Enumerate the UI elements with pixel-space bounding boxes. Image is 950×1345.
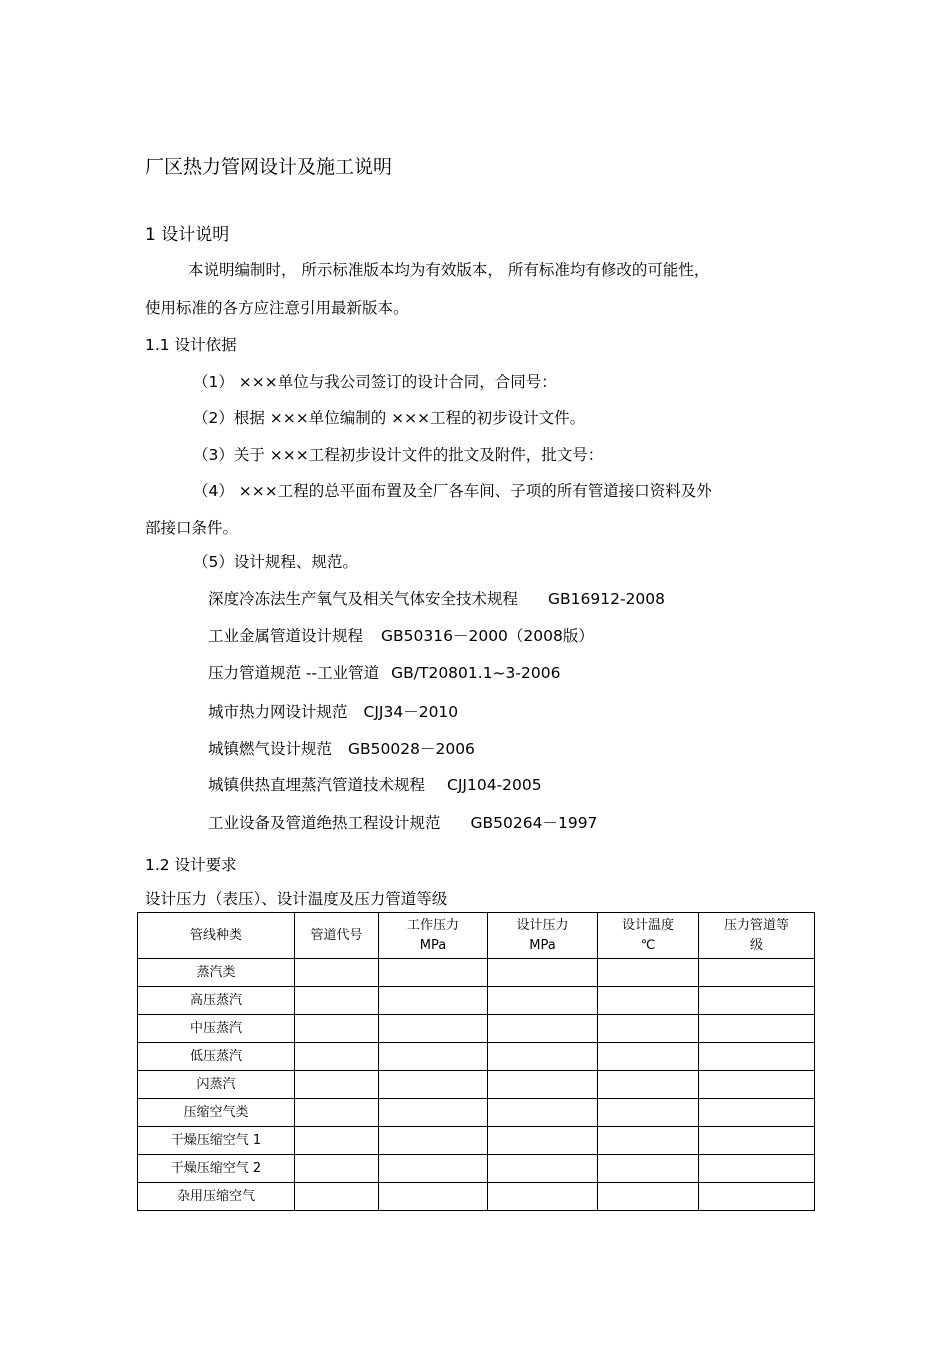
table-row: [138, 1127, 815, 1155]
table-cell: [488, 987, 598, 1015]
table-row: [138, 1015, 815, 1043]
table-row: [138, 959, 815, 987]
header-pipeline-type: 管线种类: [138, 913, 295, 959]
standard-name: 城镇燃气设计规范: [208, 740, 333, 758]
table-cell: [379, 1155, 488, 1183]
standard-name: 深度冷冻法生产氧气及相关气体安全技术规程: [208, 590, 519, 608]
standard-name: 工业设备及管道绝热工程设计规范: [208, 814, 441, 832]
table-header-row: [138, 913, 815, 959]
standard-code: GB16912-2008: [548, 590, 666, 608]
table-row: [138, 1155, 815, 1183]
table-cell: [598, 1071, 699, 1099]
table-cell: [295, 1155, 379, 1183]
table-cell: [488, 1099, 598, 1127]
table-row: [138, 987, 815, 1015]
intro-paragraph-line-2: 使用标准的各方应注意引用最新版本。: [145, 299, 409, 317]
section-1-heading: 1 设计说明: [145, 225, 230, 245]
basis-item-3: （3）关于 ×××工程初步设计文件的批文及附件，批文号：: [193, 446, 604, 464]
table-cell: [699, 1183, 815, 1211]
table-row: [138, 1071, 815, 1099]
table-cell: [379, 1099, 488, 1127]
table-row: [138, 1183, 815, 1211]
standard-name: 工业金属管道设计规程: [208, 627, 364, 645]
standard-line: [208, 700, 458, 722]
basis-item-4-continuation: 部接口条件。: [145, 519, 239, 537]
table-cell: [598, 1183, 699, 1211]
table-cell: [488, 1155, 598, 1183]
table-cell: [598, 1099, 699, 1127]
table-cell: [295, 1043, 379, 1071]
table-cell: [488, 1127, 598, 1155]
table-cell: [488, 1183, 598, 1211]
pipeline-type-cell: 中压蒸汽: [138, 1015, 295, 1043]
standard-code: GB50316－2000（2008版）: [381, 627, 594, 645]
table-cell: [598, 1127, 699, 1155]
table-cell: [295, 1015, 379, 1043]
standard-name: 压力管道规范 --工业管道: [208, 664, 380, 682]
table-cell: [699, 1155, 815, 1183]
table-cell: [295, 1099, 379, 1127]
standard-line: [208, 587, 665, 609]
intro-paragraph-line-1: 本说明编制时， 所示标准版本均为有效版本， 所有标准均有修改的可能性，: [188, 261, 710, 279]
header-design-temperature: 设计温度 ℃: [598, 913, 699, 959]
standard-name: 城市热力网设计规范: [208, 703, 348, 721]
section-1-1-heading: 1.1 设计依据: [145, 336, 237, 354]
table-cell: [699, 1099, 815, 1127]
table-cell: [295, 987, 379, 1015]
pipeline-type-cell: 压缩空气类: [138, 1099, 295, 1127]
table-cell: [598, 1043, 699, 1071]
table-cell: [699, 1043, 815, 1071]
standard-line: [208, 773, 542, 795]
table-cell: [598, 1155, 699, 1183]
table-cell: [379, 1183, 488, 1211]
document-title: 厂区热力管网设计及施工说明: [145, 156, 393, 178]
table-cell: [699, 1127, 815, 1155]
header-design-pressure: 设计压力 MPa: [488, 913, 598, 959]
basis-item-5: （5）设计规程、规范。: [193, 553, 358, 571]
table-cell: [488, 1015, 598, 1043]
table-caption: 设计压力（表压）、设计温度及压力管道等级: [145, 890, 448, 908]
table-cell: [295, 1071, 379, 1099]
table-cell: [379, 987, 488, 1015]
standard-code: CJJ34－2010: [363, 703, 459, 721]
pipeline-type-cell: 干燥压缩空气 1: [138, 1127, 295, 1155]
table-cell: [379, 1043, 488, 1071]
design-parameter-table: [137, 912, 815, 1211]
pipeline-type-cell: 低压蒸汽: [138, 1043, 295, 1071]
table-row: [138, 1043, 815, 1071]
basis-item-1: （1） ×××单位与我公司签订的设计合同，合同号：: [193, 373, 557, 391]
table-cell: [488, 959, 598, 987]
header-pipe-code: 管道代号: [295, 913, 379, 959]
pipeline-type-cell: 高压蒸汽: [138, 987, 295, 1015]
standard-line: [208, 661, 560, 683]
pipeline-type-cell: 蒸汽类: [138, 959, 295, 987]
table-cell: [699, 1015, 815, 1043]
standard-line: [208, 811, 597, 833]
table-cell: [699, 987, 815, 1015]
basis-item-2: （2）根据 ×××单位编制的 ×××工程的初步设计文件。: [193, 409, 586, 427]
pipeline-type-cell: 杂用压缩空气: [138, 1183, 295, 1211]
table-cell: [295, 959, 379, 987]
table-cell: [598, 987, 699, 1015]
table-cell: [699, 1071, 815, 1099]
standard-code: CJJ104-2005: [447, 776, 542, 794]
table-row: [138, 1099, 815, 1127]
table-cell: [379, 1127, 488, 1155]
standard-code: GB50028－2006: [348, 740, 475, 758]
header-pressure-pipe-grade: 压力管道等 级: [699, 913, 815, 959]
table-cell: [295, 1183, 379, 1211]
basis-item-4: （4） ×××工程的总平面布置及全厂各车间、子项的所有管道接口资料及外: [193, 482, 712, 500]
table-cell: [488, 1071, 598, 1099]
table-cell: [379, 1015, 488, 1043]
table-cell: [295, 1127, 379, 1155]
standard-line: [208, 737, 475, 759]
standard-line: [208, 624, 594, 646]
standard-name: 城镇供热直埋蒸汽管道技术规程: [208, 776, 426, 794]
pipeline-type-cell: 干燥压缩空气 2: [138, 1155, 295, 1183]
table-cell: [699, 959, 815, 987]
table-cell: [379, 959, 488, 987]
table-cell: [598, 959, 699, 987]
table-cell: [379, 1071, 488, 1099]
table-cell: [598, 1015, 699, 1043]
table-cell: [488, 1043, 598, 1071]
standard-code: GB50264－1997: [470, 814, 598, 832]
standard-code: GB/T20801.1~3-2006: [391, 664, 561, 682]
pipeline-type-cell: 闪蒸汽: [138, 1071, 295, 1099]
header-working-pressure: 工作压力 MPa: [379, 913, 488, 959]
section-1-2-heading: 1.2 设计要求: [145, 856, 237, 874]
